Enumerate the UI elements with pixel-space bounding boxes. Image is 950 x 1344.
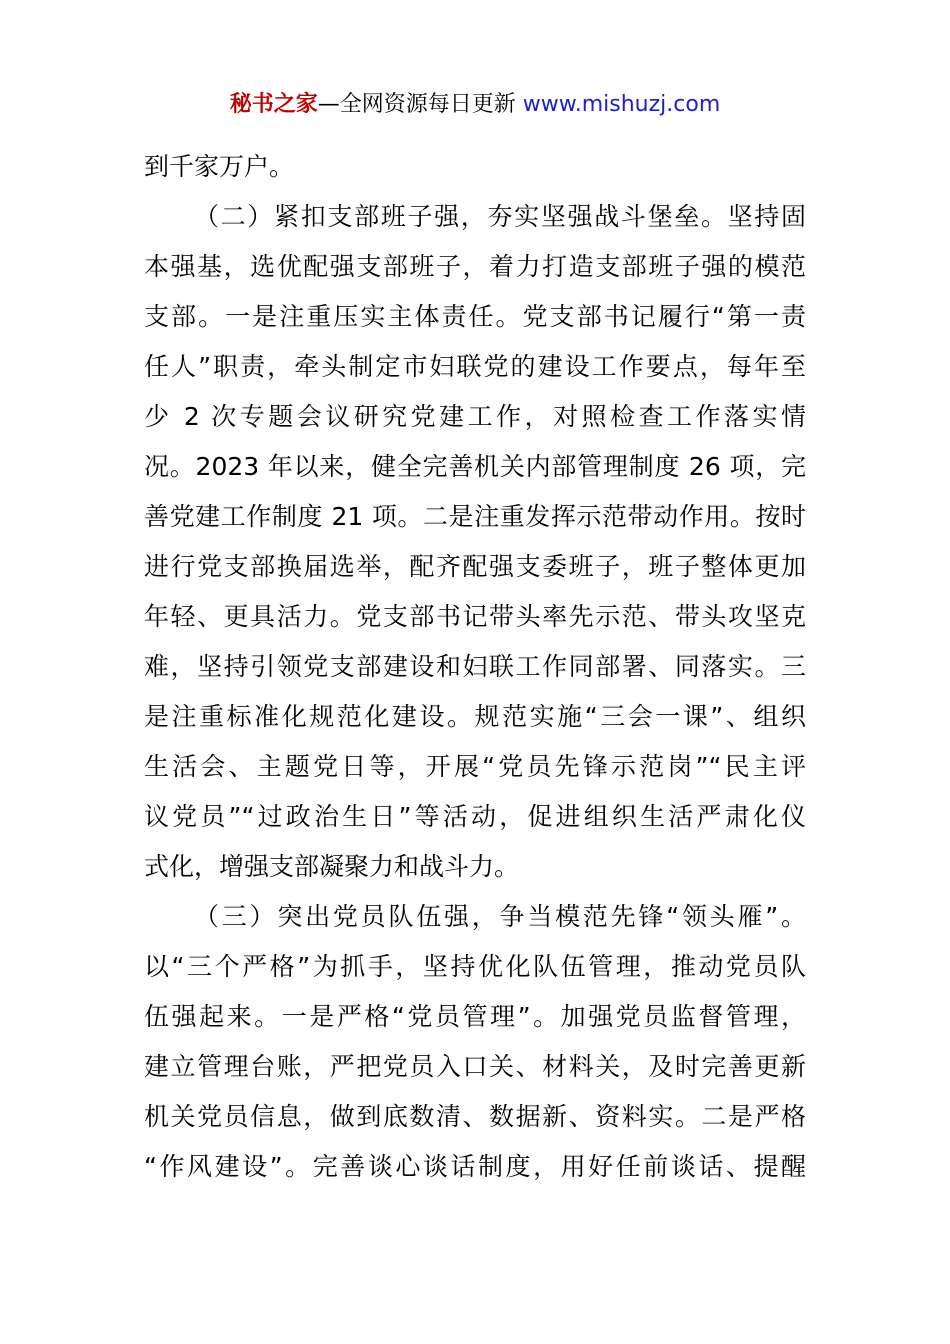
- text-line: 进行党支部换届选举，配齐配强支委班子，班子整体更加: [144, 552, 806, 581]
- text-line: 机关党员信息，做到底数清、数据新、资料实。二是严格: [144, 1102, 806, 1131]
- text-line: 难，坚持引领党支部建设和妇联工作同部署、同落实。三: [144, 652, 806, 681]
- text-line: “作风建设”。完善谈心谈话制度，用好任前谈话、提醒: [144, 1152, 806, 1181]
- text-line: 善党建工作制度 21 项。二是注重发挥示范带动作用。按时: [144, 502, 806, 531]
- text-line: 任人”职责，牵头制定市妇联党的建设工作要点，每年至: [144, 352, 806, 381]
- text-line: 年轻、更具活力。党支部书记带头率先示范、带头攻坚克: [144, 602, 806, 631]
- website-link[interactable]: www.mishuzj.com: [522, 92, 721, 117]
- text-line: 伍强起来。一是严格“党员管理”。加强党员监督管理，: [144, 1002, 806, 1031]
- text-line: （三）突出党员队伍强，争当模范先锋“领头雁”。: [194, 902, 806, 931]
- text-line: 议党员”“过政治生日”等活动，促进组织生活严肃化仪: [144, 802, 806, 831]
- text-line: 建立管理台账，严把党员入口关、材料关，及时完善更新: [144, 1052, 806, 1081]
- header-tagline: —全网资源每日更新: [317, 92, 516, 117]
- text-line: 生活会、主题党日等，开展“党员先锋示范岗”“民主评: [144, 752, 806, 781]
- document-body: [144, 142, 806, 1192]
- text-line: 到千家万户。: [144, 152, 295, 181]
- text-line: 支部。一是注重压实主体责任。党支部书记履行“第一责: [144, 302, 806, 331]
- text-line: 以“三个严格”为抓手，坚持优化队伍管理，推动党员队: [144, 952, 806, 981]
- text-line: 本强基，选优配强支部班子，着力打造支部班子强的模范: [144, 252, 806, 281]
- text-line: 少 2 次专题会议研究党建工作，对照检查工作落实情: [144, 402, 806, 431]
- text-line: （二）紧扣支部班子强，夯实坚强战斗堡垒。坚持固: [194, 202, 806, 231]
- page-header: [0, 88, 950, 122]
- text-line: 况。2023 年以来，健全完善机关内部管理制度 26 项，完: [144, 452, 806, 481]
- brand-name: 秘书之家: [229, 92, 318, 117]
- text-line: 式化，增强支部凝聚力和战斗力。: [144, 852, 520, 881]
- text-line: 是注重标准化规范化建设。规范实施“三会一课”、组织: [144, 702, 806, 731]
